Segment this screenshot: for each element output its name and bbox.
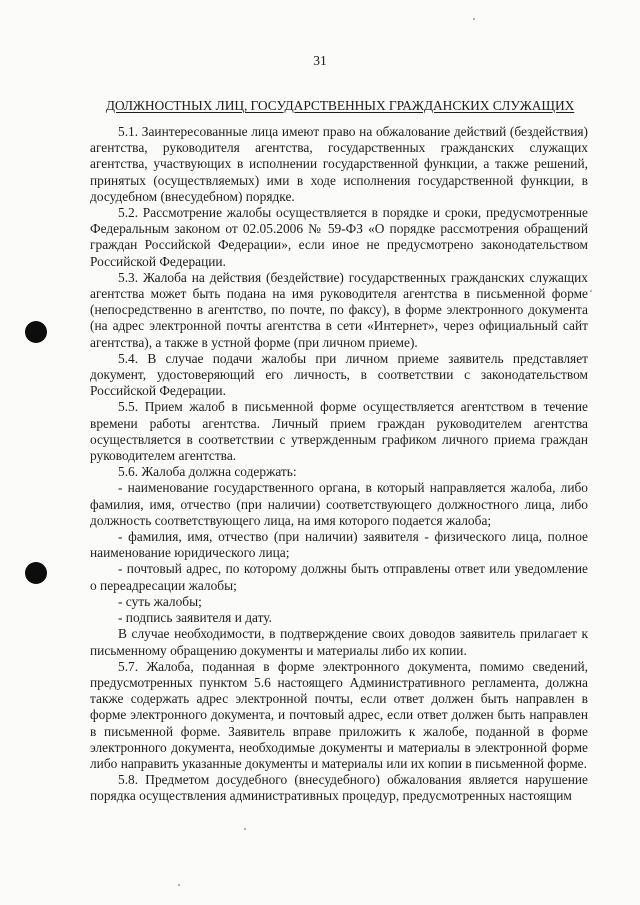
list-item-complaint-essence: - суть жалобы;: [118, 593, 202, 609]
scan-speck: [590, 290, 592, 292]
paragraph-5-2: 5.2. Рассмотрение жалобы осуществляется в порядке и сроки, предусмотренные Федеральным законом от 02.05.2006 № 59-ФЗ «О порядке рассмотрения обращений граждан Российской Федерации», если иное не предусмотрено законодательством Российской Федерации.: [90, 205, 588, 269]
paragraph-5-5: 5.5. Прием жалоб в письменной форме осуществляется агентством в течение времени работы агентства. Личный прием граждан руководителем агентства осуществляется в соответствии с утвержденным графиком личного приема граждан руководителем агентства.: [90, 399, 588, 464]
paragraph-attachments: В случае необходимости, в подтверждение своих доводов заявитель прилагает к письменному обращению документы и материалы либо их копии.: [90, 626, 588, 658]
section-heading: ДОЛЖНОСТНЫХ ЛИЦ, ГОСУДАРСТВЕННЫХ ГРАЖДАНСКИХ СЛУЖАЩИХ: [105, 98, 575, 113]
paragraph-5-7: 5.7. Жалоба, поданная в форме электронного документа, помимо сведений, предусмотренных пунктом 5.6 настоящего Административного регламента, должна также содержать адрес электронной почты, если ответ должен быть направлен в форме электронного документа, и почтовый адрес, если ответ должен быть направлен в письменной форме. Заявитель вправе приложить к жалобе, поданной в форме электронного документа, необходимые документы и материалы в электронной форме либо направить указанные документы и материалы или их копии в письменной форме.: [90, 658, 588, 771]
scan-speck: [473, 18, 475, 20]
punch-hole-upper: [25, 321, 47, 343]
paragraph-5-8: 5.8. Предметом досудебного (внесудебного) обжалования является нарушение порядка осуществления административных процедур, предусмотренных настоящим: [90, 772, 588, 804]
list-item-signature: - подпись заявителя и дату.: [118, 610, 272, 626]
page-number: 31: [313, 53, 327, 68]
scan-speck: [178, 884, 180, 886]
scan-speck: [244, 828, 246, 830]
paragraph-5-6: 5.6. Жалоба должна содержать:: [118, 464, 297, 480]
document-body: [90, 124, 588, 805]
list-item-recipient: - наименование государственного органа, в который направляется жалоба, либо фамилия, имя, отчество (при наличии) соответствующего должностного лица, либо должность соответствующего лица, на имя которого подается жалоба;: [90, 480, 588, 528]
paragraph-5-1: 5.1. Заинтересованные лица имеют право на обжалование действий (бездействия) агентства, руководителя агентства, государственных гражданских служащих агентства, участвующих в исполнении государственной функции, а также решений, принятых (осуществляемых) ими в ходе исполнения государственной функции, в досудебном (внесудебном) порядке.: [90, 124, 588, 204]
paragraph-5-3: 5.3. Жалоба на действия (бездействие) государственных гражданских служащих агентства может быть подана на имя руководителя агентства в письменной форме (непосредственно в агентство, по почте, по факсу), в форме электронного документа (на адрес электронной почты агентства в сети «Интернет», через официальный сайт агентства), а также в устной форме (при личном приеме).: [90, 269, 588, 350]
punch-hole-lower: [25, 562, 47, 584]
paragraph-5-4: 5.4. В случае подачи жалобы при личном приеме заявитель представляет документ, удостоверяющий его личность, в соответствии с законодательством Российской Федерации.: [90, 350, 588, 399]
list-item-applicant-name: - фамилия, имя, отчество (при наличии) заявителя - физического лица, полное наименование юридического лица;: [90, 529, 588, 561]
list-item-postal-address: - почтовый адрес, по которому должны быть отправлены ответ или уведомление о переадресации жалобы;: [90, 561, 588, 593]
